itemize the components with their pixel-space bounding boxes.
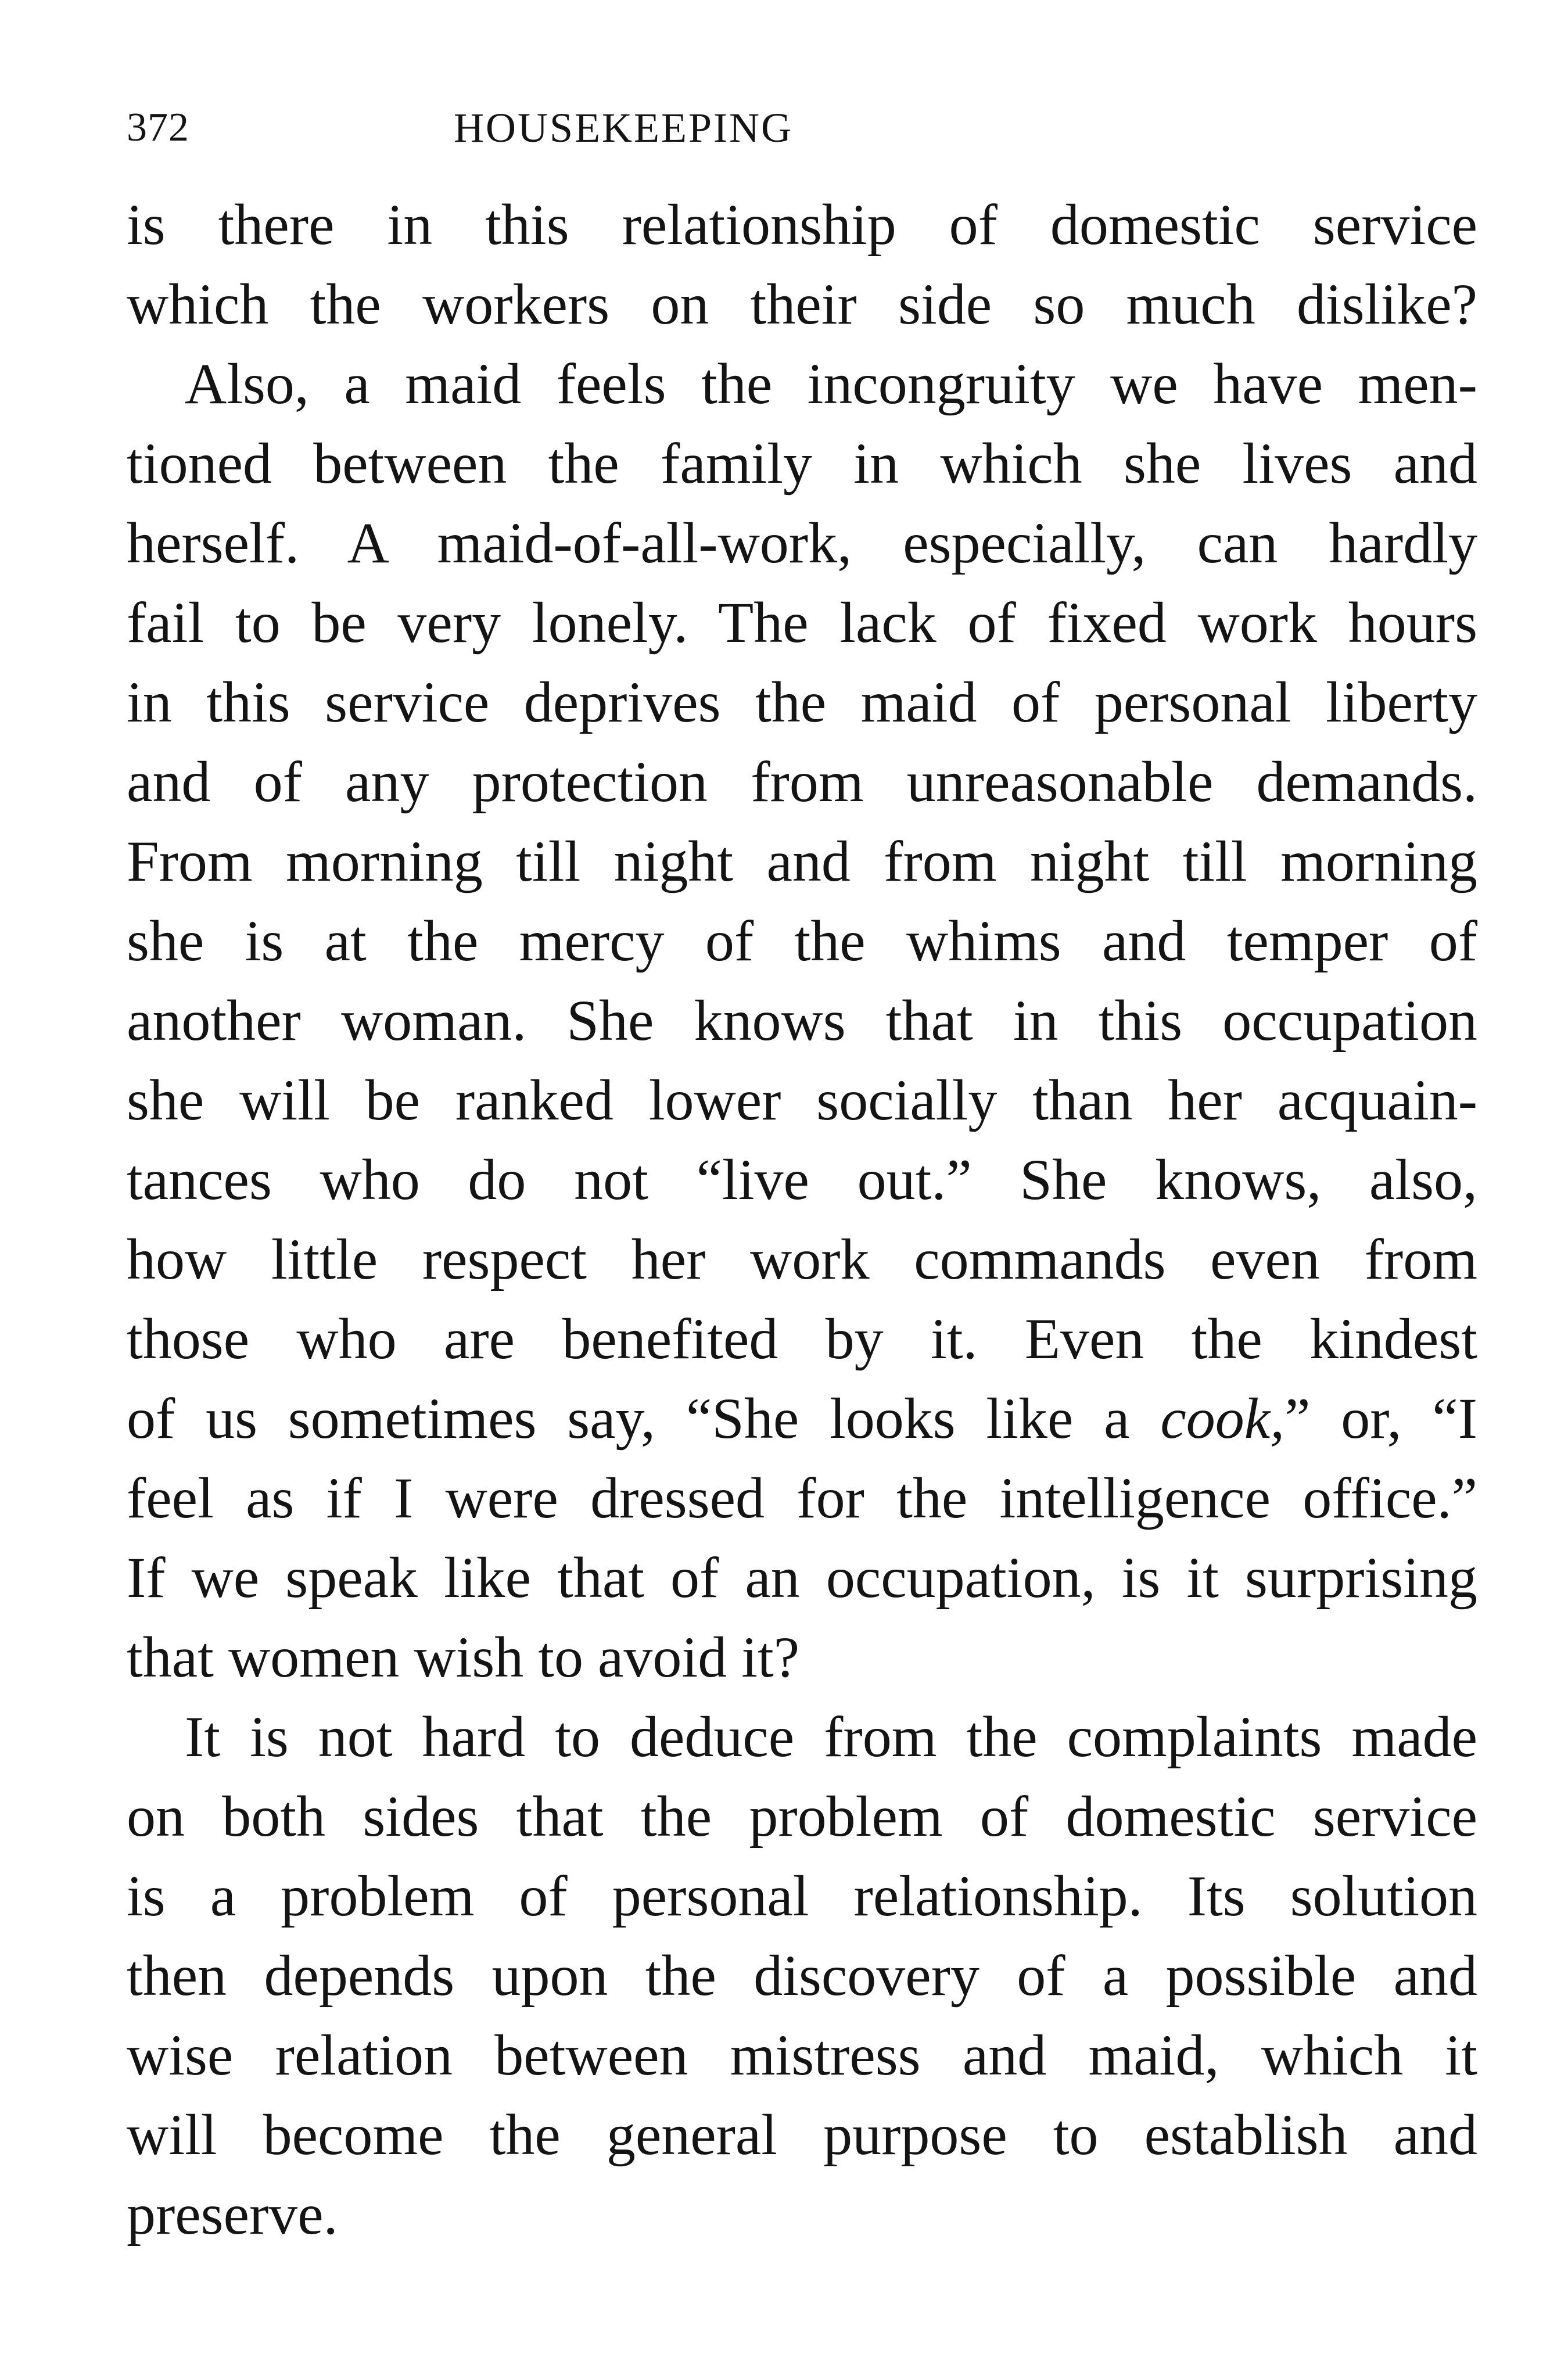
text-line: is there in this relationship of domestic service: [127, 192, 1477, 257]
page-number: 372: [127, 105, 189, 150]
italic-word: cook,: [1160, 1386, 1285, 1451]
text-line: which the workers on their side so much dislike?: [127, 272, 1477, 336]
text-line: she will be ranked lower socially than her acquain-: [127, 1068, 1477, 1132]
text-line: then depends upon the discovery of a possible and: [127, 1943, 1477, 2008]
text-segment: of us sometimes say, “She looks like a: [127, 1386, 1161, 1451]
page-header: [127, 102, 1477, 154]
paragraph-end-line: preserve.: [127, 2182, 338, 2246]
text-line: feel as if I were dressed for the intelligence office.”: [127, 1466, 1477, 1530]
text-line: fail to be very lonely. The lack of fixed work hours: [127, 590, 1477, 655]
text-line: will become the general purpose to establish and: [127, 2102, 1477, 2167]
paragraph-end-line: that women wish to avoid it?: [127, 1625, 800, 1689]
text-line: in this service deprives the maid of personal liberty: [127, 670, 1477, 734]
text-line: she is at the mercy of the whims and temper of: [127, 909, 1477, 973]
text-line: those who are benefited by it. Even the kindest: [127, 1307, 1477, 1371]
text-segment: ” or, “I: [1284, 1386, 1477, 1451]
running-head: HOUSEKEEPING: [454, 105, 793, 151]
paragraph-start-line: Also, a maid feels the incongruity we have men-: [185, 351, 1477, 416]
text-line: how little respect her work commands even from: [127, 1227, 1477, 1291]
text-line: From morning till night and from night till morning: [127, 829, 1477, 893]
text-line: on both sides that the problem of domestic service: [127, 1784, 1477, 1849]
body-text: [127, 185, 1477, 2254]
text-line-with-italic: [127, 1379, 1477, 1458]
text-line: wise relation between mistress and maid, which it: [127, 2023, 1477, 2087]
text-line: is a problem of personal relationship. Its solution: [127, 1864, 1477, 1928]
text-line: If we speak like that of an occupation, is it surprising: [127, 1545, 1477, 1610]
text-line: tioned between the family in which she lives and: [127, 431, 1477, 496]
text-line: herself. A maid-of-all-work, especially, can hardly: [127, 511, 1477, 575]
text-line: tances who do not “live out.” She knows, also,: [127, 1147, 1477, 1212]
text-line: and of any protection from unreasonable demands.: [127, 749, 1477, 814]
paragraph-start-line: It is not hard to deduce from the complaints made: [185, 1704, 1477, 1769]
text-line: another woman. She knows that in this occupation: [127, 988, 1477, 1053]
